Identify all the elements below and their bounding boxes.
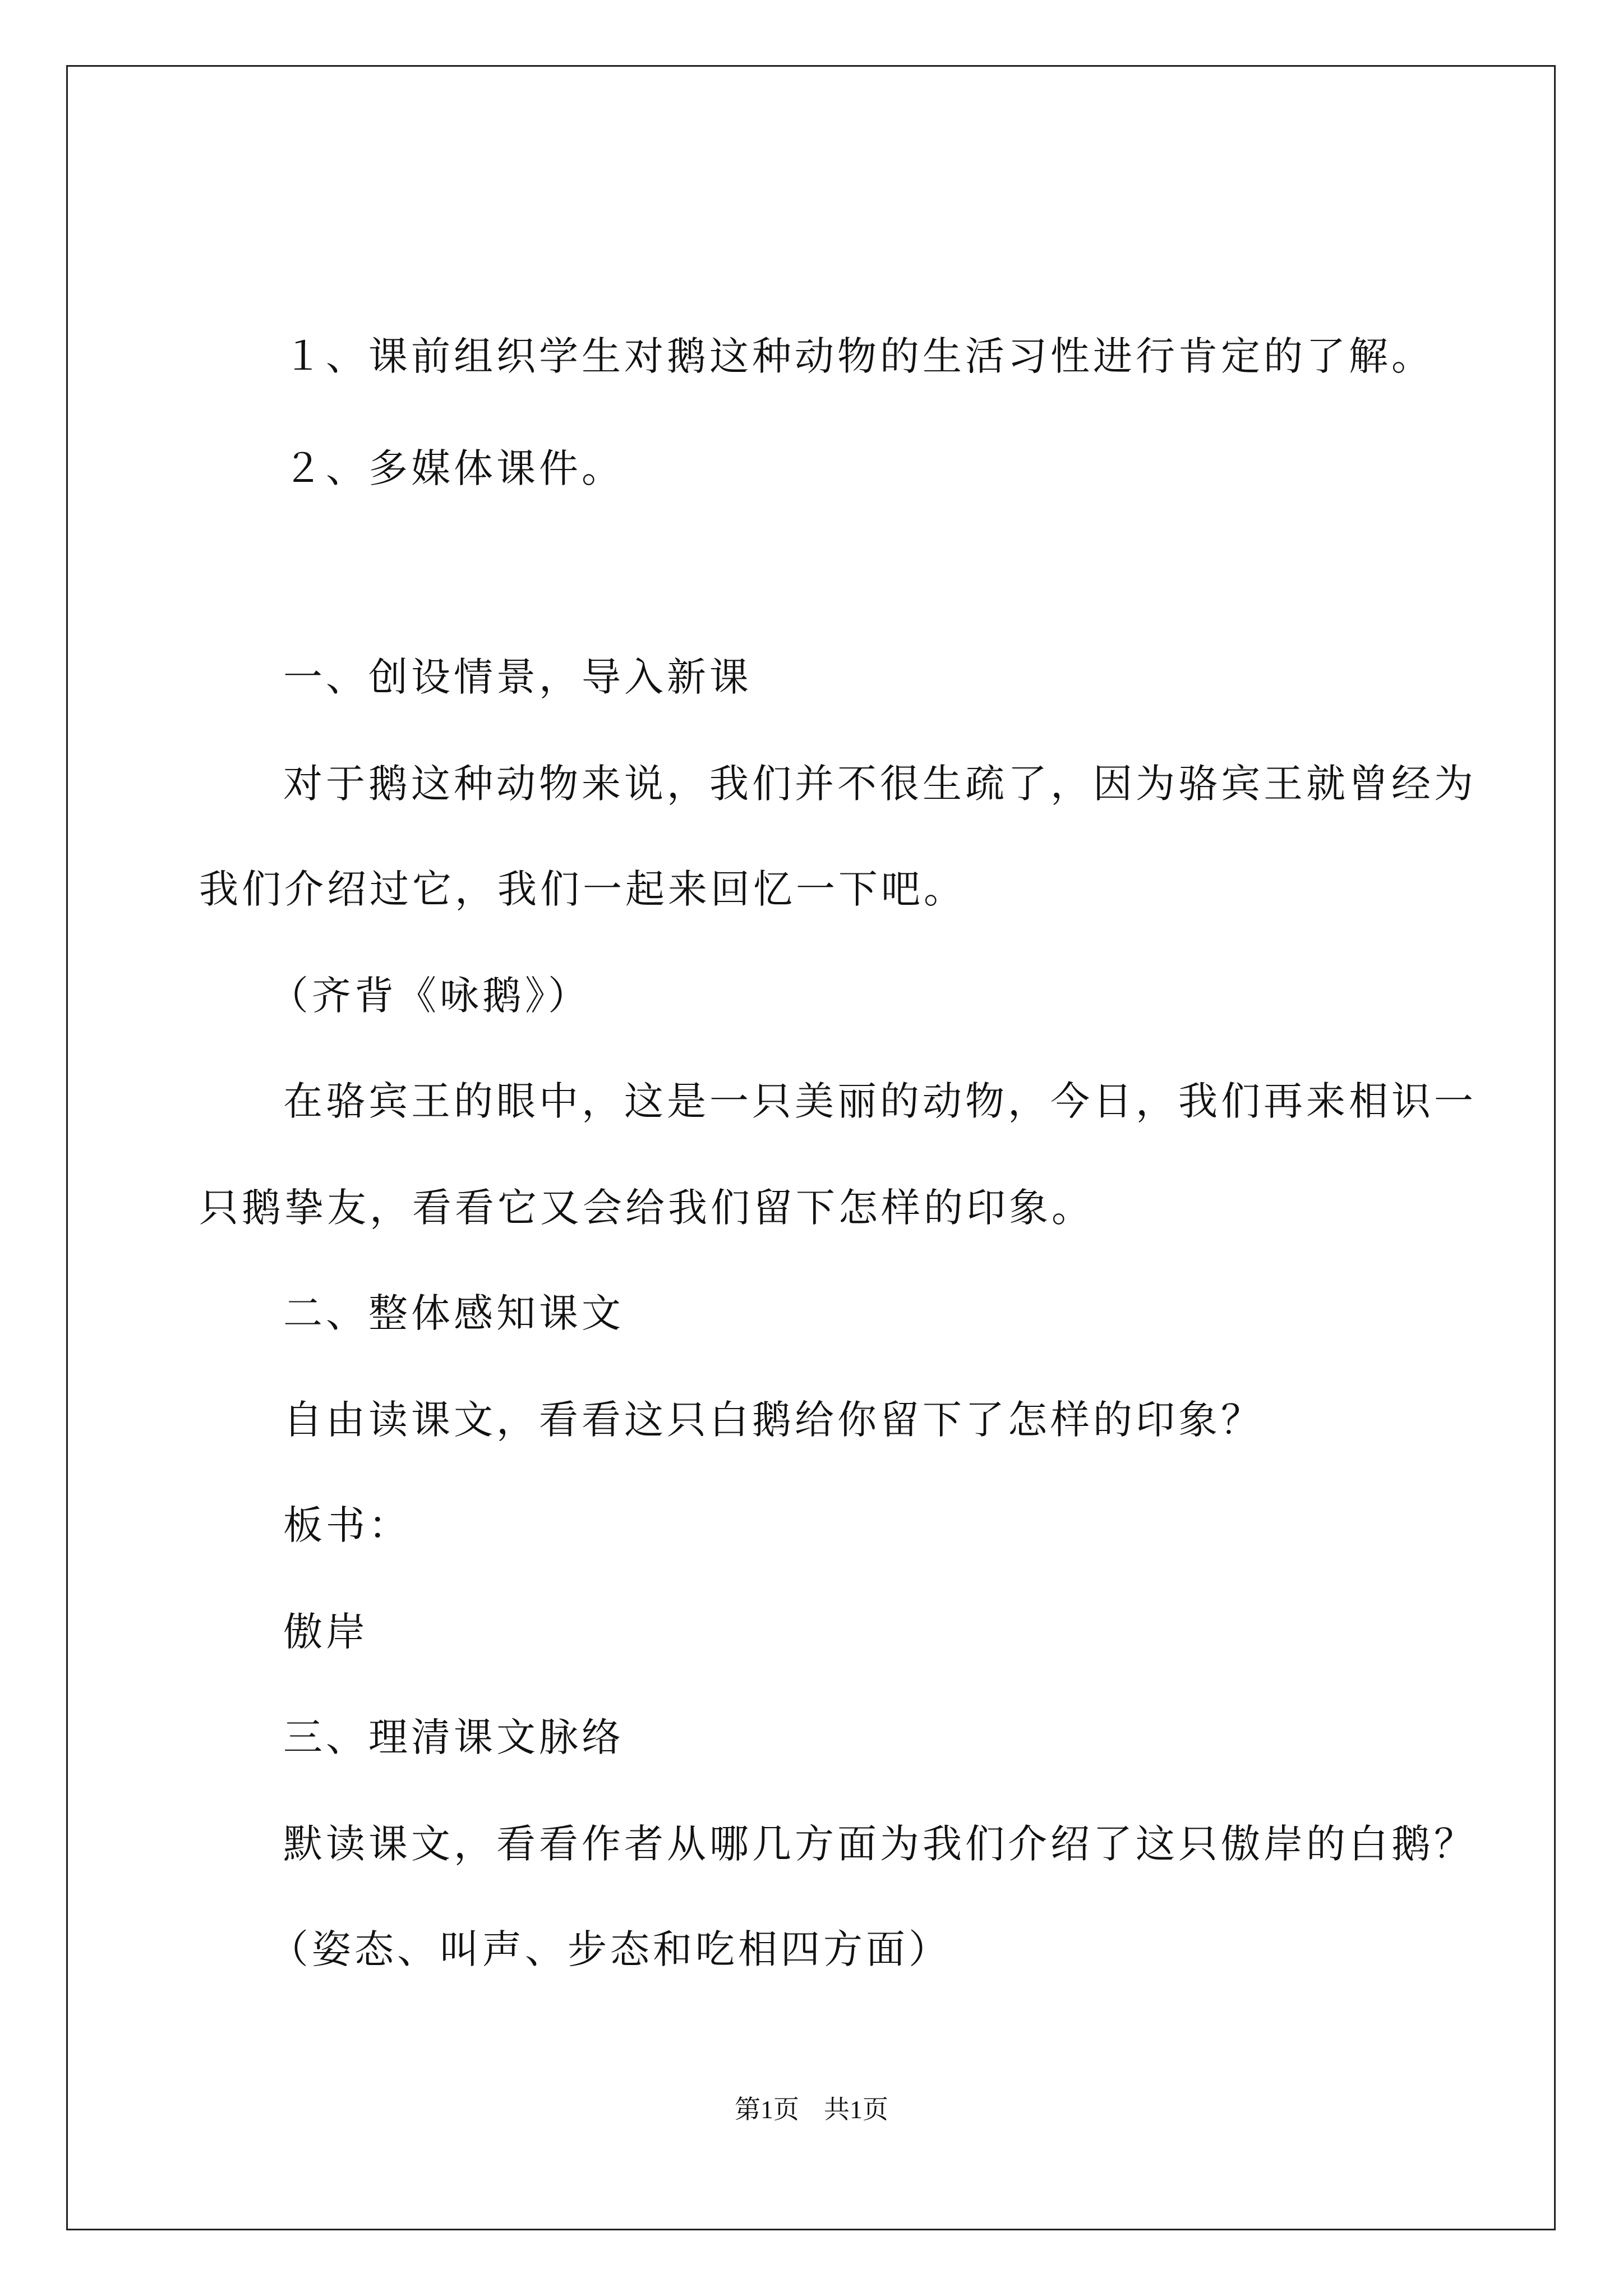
- paragraph-line: （齐背《咏鹅》）: [269, 973, 591, 1019]
- page-total: 共1页: [824, 2095, 888, 2124]
- paragraph-line: 傲岸: [283, 1609, 368, 1655]
- section-heading: 一、创设情景，导入新课: [283, 654, 752, 700]
- section-heading: 二、整体感知课文: [283, 1290, 624, 1336]
- page-border: [66, 65, 1556, 2230]
- paragraph-line: ２、多媒体课件。: [283, 445, 624, 491]
- paragraph-line: （姿态、叫声、步态和吃相四方面）: [269, 1926, 951, 1972]
- paragraph-line: 自由读课文，看看这只白鹅给你留下了怎样的印象？: [283, 1397, 1264, 1443]
- page-footer: [0, 2097, 1623, 2123]
- paragraph-line: 在骆宾王的眼中，这是一只美丽的动物，今日，我们再来相识一: [283, 1078, 1477, 1124]
- page-number: 第1页: [735, 2095, 799, 2124]
- paragraph-line: 默读课文，看看作者从哪几方面为我们介绍了这只傲岸的白鹅？: [283, 1821, 1477, 1867]
- section-heading: 三、理清课文脉络: [283, 1714, 624, 1760]
- paragraph-line: １、课前组织学生对鹅这种动物的生活习性进行肯定的了解。: [283, 333, 1434, 379]
- paragraph-line: 我们介绍过它，我们一起来回忆一下吧。: [199, 866, 966, 912]
- paragraph-line: 板书：: [283, 1502, 411, 1548]
- paragraph-line: 只鹅挚友，看看它又会给我们留下怎样的印象。: [199, 1185, 1094, 1231]
- paragraph-line: 对于鹅这种动物来说，我们并不很生疏了，因为骆宾王就曾经为: [283, 761, 1477, 807]
